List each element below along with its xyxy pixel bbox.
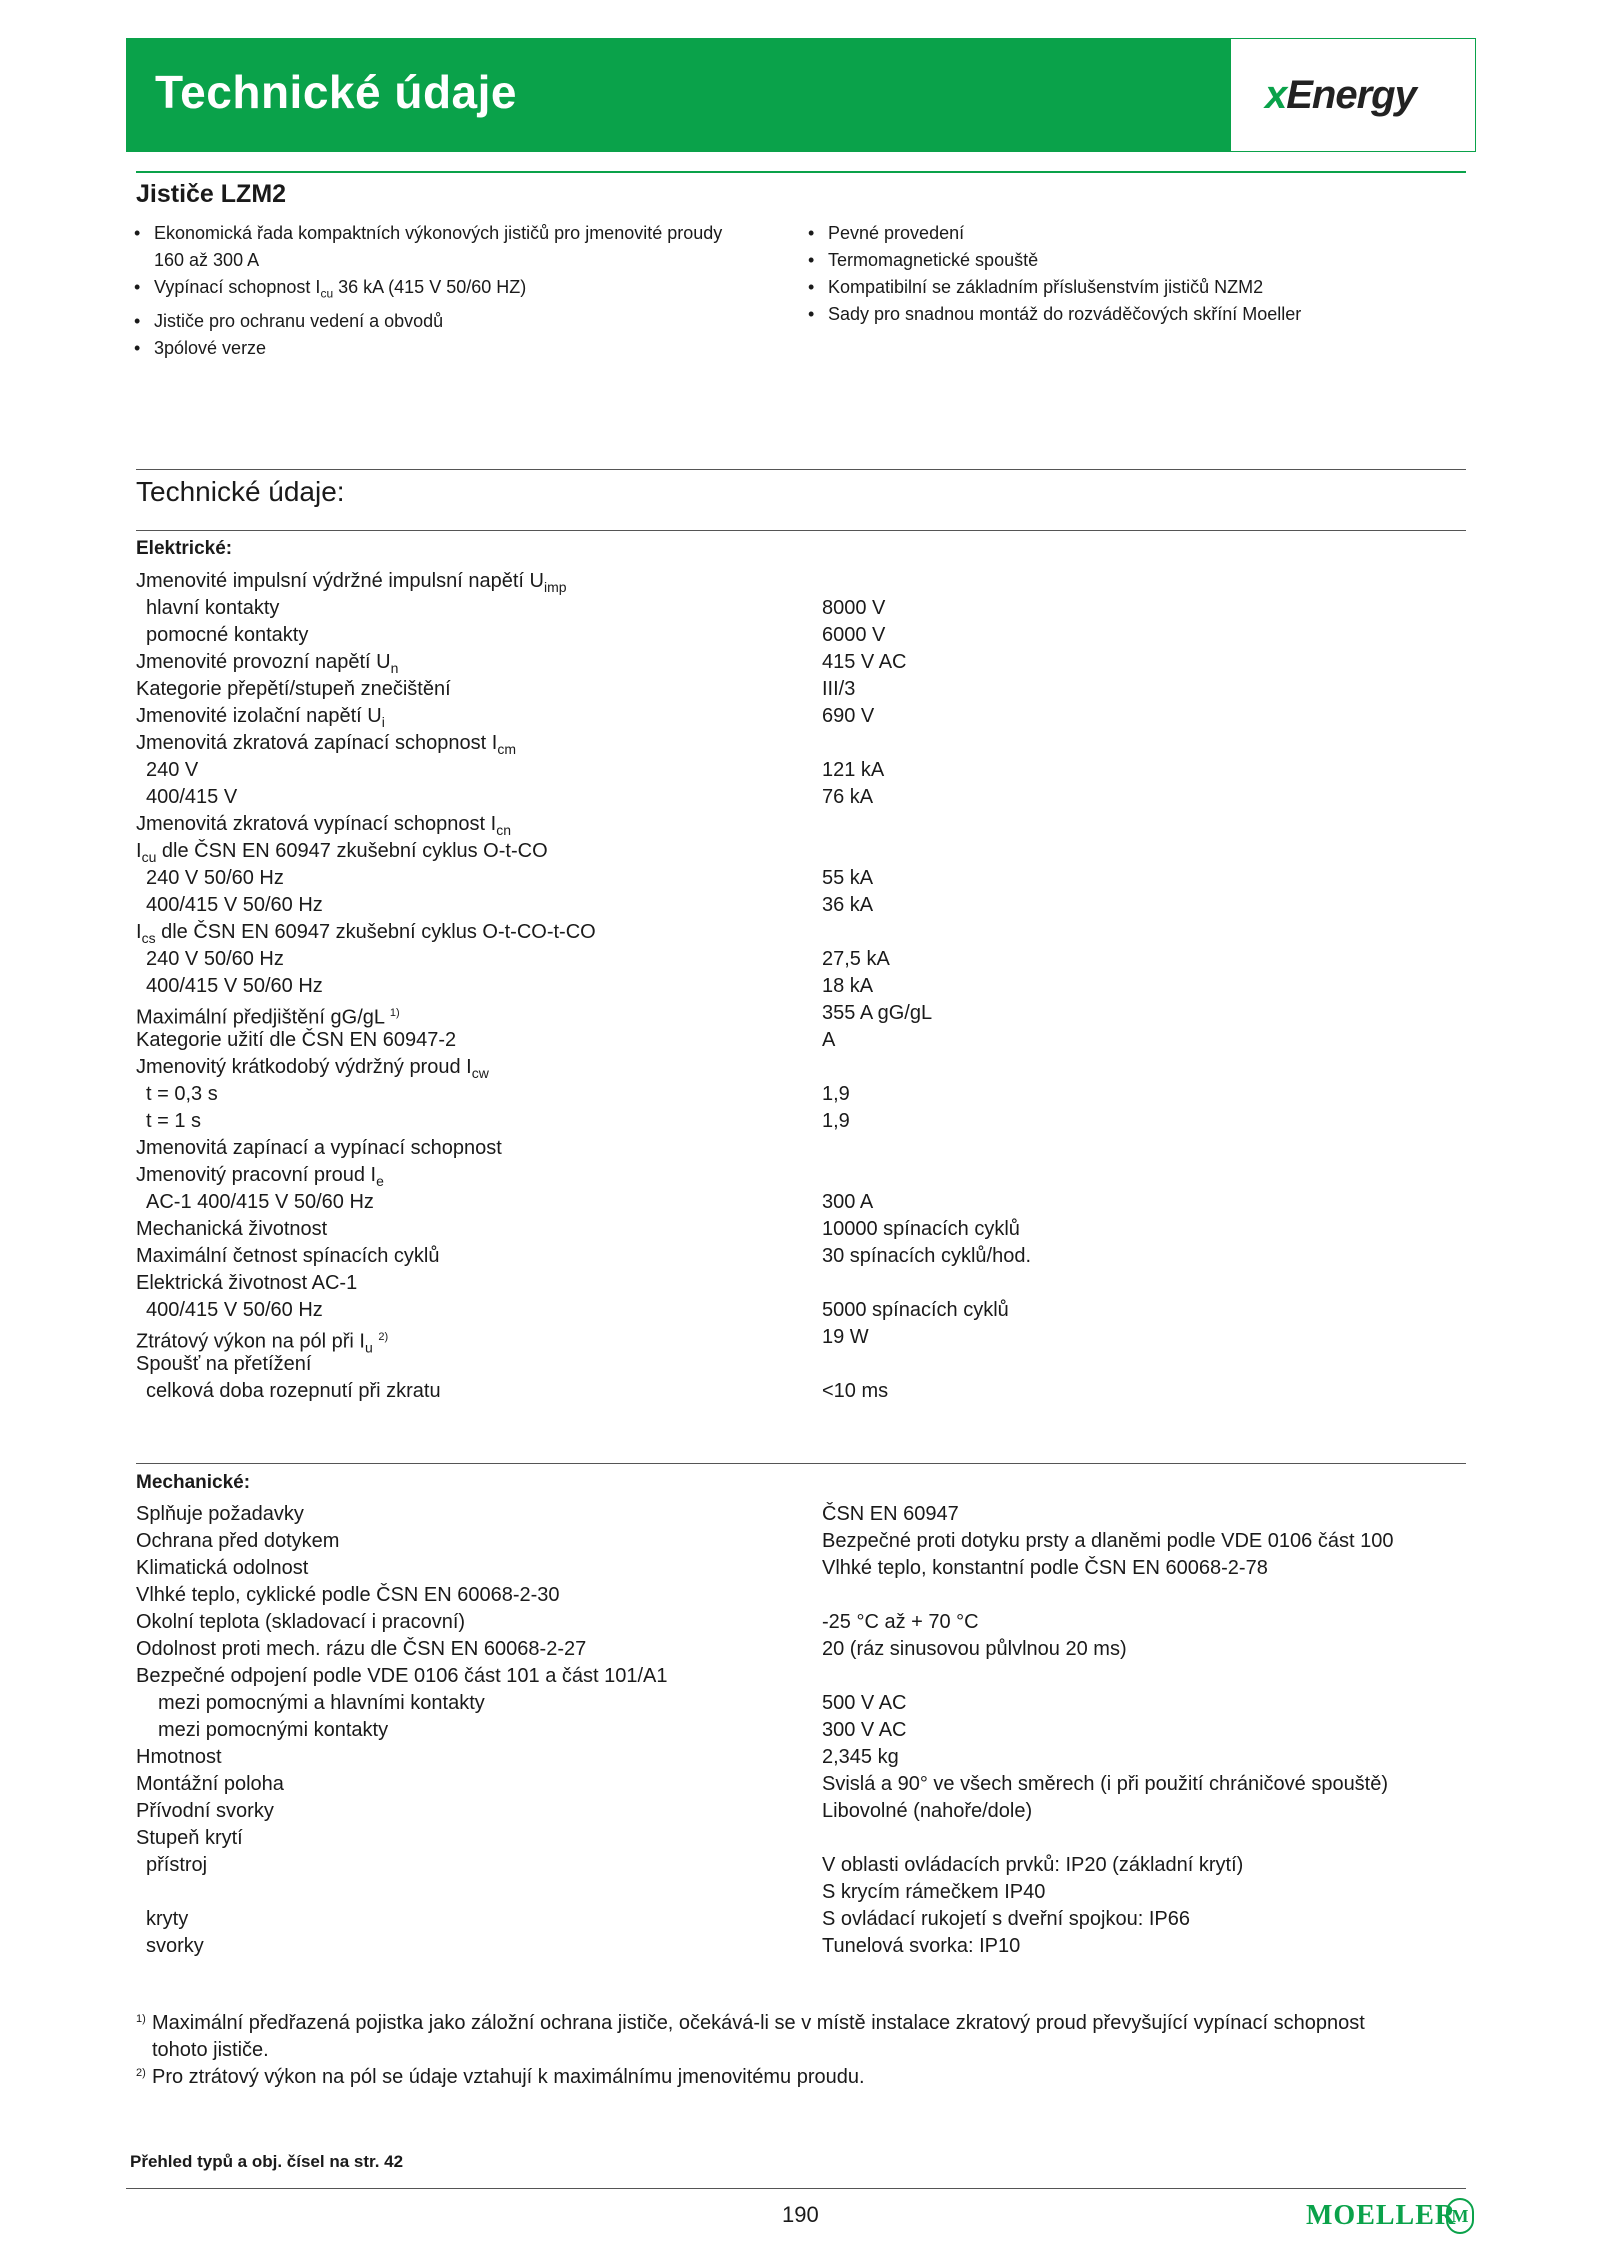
spec-row <box>136 946 1466 973</box>
spec-row <box>136 1162 1466 1189</box>
spec-label: Přívodní svorky <box>136 1800 274 1822</box>
spec-row <box>136 1879 1466 1906</box>
spec-label: 400/415 V 50/60 Hz <box>146 1299 323 1321</box>
spec-row <box>136 1027 1466 1054</box>
spec-row <box>136 1054 1466 1081</box>
spec-value: -25 °C až + 70 °C <box>822 1611 979 1633</box>
feature-item: • 3pólové verze <box>134 335 764 362</box>
spec-value: 300 V AC <box>822 1719 907 1741</box>
spec-label: Jmenovitý krátkodobý výdržný proud $I_{cw}$ <box>136 1056 489 1081</box>
spec-label: Jmenovitý pracovní proud $I_e$ <box>136 1164 384 1189</box>
spec-row <box>136 595 1466 622</box>
spec-value: 36 kA <box>822 894 874 916</box>
spec-label: 400/415 V 50/60 Hz <box>146 975 323 997</box>
spec-value: Svislá a 90° ve všech směrech (i při použití chráničové spouště) <box>822 1773 1389 1795</box>
spec-value: 415 V AC <box>822 651 907 673</box>
spec-value: Bezpečné proti dotyku prsty a dlaněmi podle VDE 0106 část 100 <box>822 1530 1394 1552</box>
spec-row <box>136 1216 1466 1243</box>
spec-value: 30 spínacích cyklů/hod. <box>822 1245 1032 1267</box>
spec-label: Jmenovité provozní napětí $U_n$ <box>136 651 399 676</box>
spec-label: Vlhké teplo, cyklické podle ČSN EN 60068-2-30 <box>136 1584 560 1606</box>
spec-value: III/3 <box>822 678 856 700</box>
spec-value: 2,345 kg <box>822 1746 899 1768</box>
spec-label: Kategorie užití dle ČSN EN 60947-2 <box>136 1029 457 1051</box>
spec-label: Splňuje požadavky <box>136 1503 304 1525</box>
spec-value: ČSN EN 60947 <box>822 1503 959 1525</box>
spec-label: Jmenovité impulsní výdržné impulsní napětí $U_{imp}$ <box>136 570 567 595</box>
spec-label: Stupeň krytí <box>136 1827 243 1849</box>
spec-label: Maximální četnost spínacích cyklů <box>136 1245 440 1267</box>
feature-item: • Sady pro snadnou montáž do rozváděčových skříní Moeller <box>808 301 1428 328</box>
spec-label: Odolnost proti mech. rázu dle ČSN EN 60068-2-27 <box>136 1638 587 1660</box>
spec-label: Ochrana před dotykem <box>136 1530 340 1552</box>
spec-label: svorky <box>146 1935 204 1957</box>
spec-row <box>136 865 1466 892</box>
spec-value: 19 W <box>822 1326 869 1348</box>
spec-row <box>136 1933 1466 1960</box>
spec-row <box>136 784 1466 811</box>
spec-label: Okolní teplota (skladovací i pracovní) <box>136 1611 466 1633</box>
spec-label: Ztrátový výkon na pól při $I_u$ $^{2)}$ <box>136 1330 389 1356</box>
spec-row <box>136 649 1466 676</box>
footnote: 2) Pro ztrátový výkon na pól se údaje vztahují k maximálnímu jmenovitému proudu. <box>136 2064 1466 2091</box>
spec-row <box>136 1636 1466 1663</box>
spec-value: 6000 V <box>822 624 886 646</box>
spec-label: 240 V 50/60 Hz <box>146 948 284 970</box>
spec-value: 1,9 <box>822 1083 850 1105</box>
spec-row <box>136 1501 1466 1528</box>
spec-value: 1,9 <box>822 1110 850 1132</box>
subscript: cs <box>141 930 156 946</box>
mechanical-heading: Mechanické: <box>136 1472 251 1493</box>
footer-rule <box>126 2188 1466 2189</box>
spec-value: S ovládací rukojetí s dveřní spojkou: IP66 <box>822 1908 1190 1930</box>
header-rule <box>136 171 1466 173</box>
spec-label: Maximální předjištění gG/gL $^{1)}$ <box>136 1006 400 1029</box>
spec-row <box>136 703 1466 730</box>
spec-label: Jmenovitá zkratová vypínací schopnost $I_{cn}$ <box>136 813 511 838</box>
features-left <box>134 220 764 362</box>
subscript: cu <box>141 849 157 865</box>
spec-label: t = 0,3 s <box>146 1083 218 1105</box>
spec-label: celková doba rozepnutí při zkratu <box>146 1380 441 1402</box>
spec-row <box>136 1189 1466 1216</box>
spec-value: V oblasti ovládacích prvků: IP20 (základní krytí) <box>822 1854 1244 1876</box>
spec-label: Montážní poloha <box>136 1773 284 1795</box>
spec-row <box>136 919 1466 946</box>
spec-row <box>136 811 1466 838</box>
spec-value: 76 kA <box>822 786 874 808</box>
section-rule-bottom <box>136 530 1466 531</box>
subscript: i <box>381 714 385 730</box>
subscript: e <box>376 1173 384 1189</box>
features-right <box>808 220 1428 328</box>
spec-row <box>136 1324 1466 1356</box>
subscript: n <box>390 660 399 676</box>
spec-row <box>136 1717 1466 1744</box>
spec-label: 240 V 50/60 Hz <box>146 867 284 889</box>
electrical-heading: Elektrické: <box>136 538 233 559</box>
spec-row <box>136 1000 1466 1027</box>
spec-row <box>136 1825 1466 1852</box>
spec-row <box>136 1771 1466 1798</box>
spec-row <box>136 1528 1466 1555</box>
spec-row <box>136 1663 1466 1690</box>
xenergy-logo: xEnergy <box>1265 73 1416 118</box>
spec-row <box>136 1351 1466 1378</box>
page-number: 190 <box>782 2202 819 2227</box>
spec-row <box>136 1297 1466 1324</box>
spec-value: S krycím rámečkem IP40 <box>822 1881 1046 1903</box>
spec-value: <10 ms <box>822 1380 889 1402</box>
moeller-mark-icon: M <box>1446 2198 1474 2234</box>
spec-label: mezi pomocnými a hlavními kontakty <box>158 1692 485 1714</box>
spec-row <box>136 1906 1466 1933</box>
spec-value: Tunelová svorka: IP10 <box>822 1935 1021 1957</box>
footnote: 1) Maximální předřazená pojistka jako záložní ochrana jističe, očekává-li se v místě instalace zkratový proud převyšující vypínací schopnost tohoto jističe. <box>136 2010 1466 2064</box>
mechanical-rule <box>136 1463 1466 1464</box>
spec-label: 400/415 V 50/60 Hz <box>146 894 323 916</box>
footnotes <box>136 2010 1466 2091</box>
spec-label: Jmenovitá zapínací a vypínací schopnost <box>136 1137 502 1159</box>
spec-label: Klimatická odolnost <box>136 1557 309 1579</box>
spec-value: 5000 spínacích cyklů <box>822 1299 1009 1321</box>
spec-row <box>136 1555 1466 1582</box>
subscript: cw <box>471 1065 489 1081</box>
spec-row <box>136 973 1466 1000</box>
spec-value: 18 kA <box>822 975 874 997</box>
spec-value: A <box>822 1029 836 1051</box>
spec-row <box>136 1582 1466 1609</box>
spec-label: pomocné kontakty <box>146 624 309 646</box>
feature-item: • Pevné provedení <box>808 220 1428 247</box>
feature-item: • Kompatibilní se základním příslušenstvím jističů NZM2 <box>808 274 1428 301</box>
spec-row <box>136 676 1466 703</box>
subscript: cm <box>497 741 516 757</box>
spec-value: 20 (ráz sinusovou půlvlnou 20 ms) <box>822 1638 1127 1660</box>
spec-value: 55 kA <box>822 867 874 889</box>
feature-item: • Vypínací schopnost $I_{cu}$ 36 kA (415 V 50/60 HZ) <box>134 274 764 308</box>
spec-label: přístroj <box>146 1854 208 1876</box>
spec-row <box>136 1798 1466 1825</box>
spec-label: Kategorie přepětí/stupeň znečištění <box>136 678 451 700</box>
spec-value: 355 A gG/gL <box>822 1002 933 1024</box>
subscript: u <box>364 1339 373 1356</box>
spec-row <box>136 1744 1466 1771</box>
subscript: cu <box>320 286 334 301</box>
spec-value: Libovolné (nahoře/dole) <box>822 1800 1033 1822</box>
spec-label: Bezpečné odpojení podle VDE 0106 část 101 a část 101/A1 <box>136 1665 668 1687</box>
footnote-mark: 1) <box>136 2013 146 2025</box>
spec-value: 10000 spínacích cyklů <box>822 1218 1020 1240</box>
footnote-ref: 1) <box>389 1007 400 1019</box>
subscript: cn <box>496 822 511 838</box>
spec-row <box>136 1690 1466 1717</box>
brand-box <box>1229 39 1475 151</box>
spec-value: 300 A <box>822 1191 874 1213</box>
spec-row <box>136 1852 1466 1879</box>
feature-item: • Termomagnetické spouště <box>808 247 1428 274</box>
spec-row <box>136 838 1466 865</box>
spec-row <box>136 1609 1466 1636</box>
spec-label: Elektrická životnost AC-1 <box>136 1272 358 1294</box>
spec-value: 27,5 kA <box>822 948 890 970</box>
feature-item: • Jističe pro ochranu vedení a obvodů <box>134 308 764 335</box>
electrical-spec-table <box>136 568 1466 1405</box>
spec-label: $I_{cs}$ dle ČSN EN 60947 zkušební cyklus O-t-CO-t-CO <box>136 921 596 946</box>
subscript: imp <box>543 579 567 595</box>
footnote-ref: 2) <box>378 1331 389 1343</box>
spec-row <box>136 1135 1466 1162</box>
spec-label: Jmenovité izolační napětí $U_i$ <box>136 705 385 730</box>
spec-row <box>136 1243 1466 1270</box>
spec-label: $I_{cu}$ dle ČSN EN 60947 zkušební cyklus O-t-CO <box>136 840 548 865</box>
spec-row <box>136 1378 1466 1405</box>
page-title: Technické údaje <box>155 66 518 118</box>
spec-value: 8000 V <box>822 597 886 619</box>
spec-label: Jmenovitá zkratová zapínací schopnost $I_{cm}$ <box>136 732 516 757</box>
type-overview-note: Přehled typů a obj. čísel na str. 42 <box>130 2152 404 2171</box>
spec-row <box>136 1270 1466 1297</box>
spec-label: Spoušť na přetížení <box>136 1353 312 1375</box>
spec-row <box>136 1081 1466 1108</box>
feature-item: • Ekonomická řada kompaktních výkonových jističů pro jmenovité proudy 160 až 300 A <box>134 220 764 274</box>
section-title: Technické údaje: <box>136 476 345 507</box>
product-title: Jističe LZM2 <box>136 180 287 208</box>
spec-label: Mechanická životnost <box>136 1218 328 1240</box>
spec-row <box>136 622 1466 649</box>
spec-label: 400/415 V <box>146 786 238 808</box>
spec-label: hlavní kontakty <box>146 597 280 619</box>
spec-label: mezi pomocnými kontakty <box>158 1719 389 1741</box>
spec-label: 240 V <box>146 759 199 781</box>
spec-label: t = 1 s <box>146 1110 202 1132</box>
spec-row <box>136 757 1466 784</box>
spec-value: 121 kA <box>822 759 885 781</box>
spec-label: AC-1 400/415 V 50/60 Hz <box>146 1191 374 1213</box>
footnote-mark: 2) <box>136 2067 146 2079</box>
spec-label: kryty <box>146 1908 189 1930</box>
spec-row <box>136 730 1466 757</box>
mechanical-spec-table <box>136 1501 1466 1960</box>
spec-row <box>136 568 1466 595</box>
spec-label: Hmotnost <box>136 1746 222 1768</box>
page-header <box>126 38 1476 152</box>
spec-row <box>136 892 1466 919</box>
spec-value: 690 V <box>822 705 875 727</box>
spec-row <box>136 1108 1466 1135</box>
moeller-logo: MOELLER <box>1306 2200 1457 2231</box>
spec-value: 500 V AC <box>822 1692 907 1714</box>
section-rule-top <box>136 469 1466 470</box>
spec-value: Vlhké teplo, konstantní podle ČSN EN 60068-2-78 <box>822 1557 1268 1579</box>
